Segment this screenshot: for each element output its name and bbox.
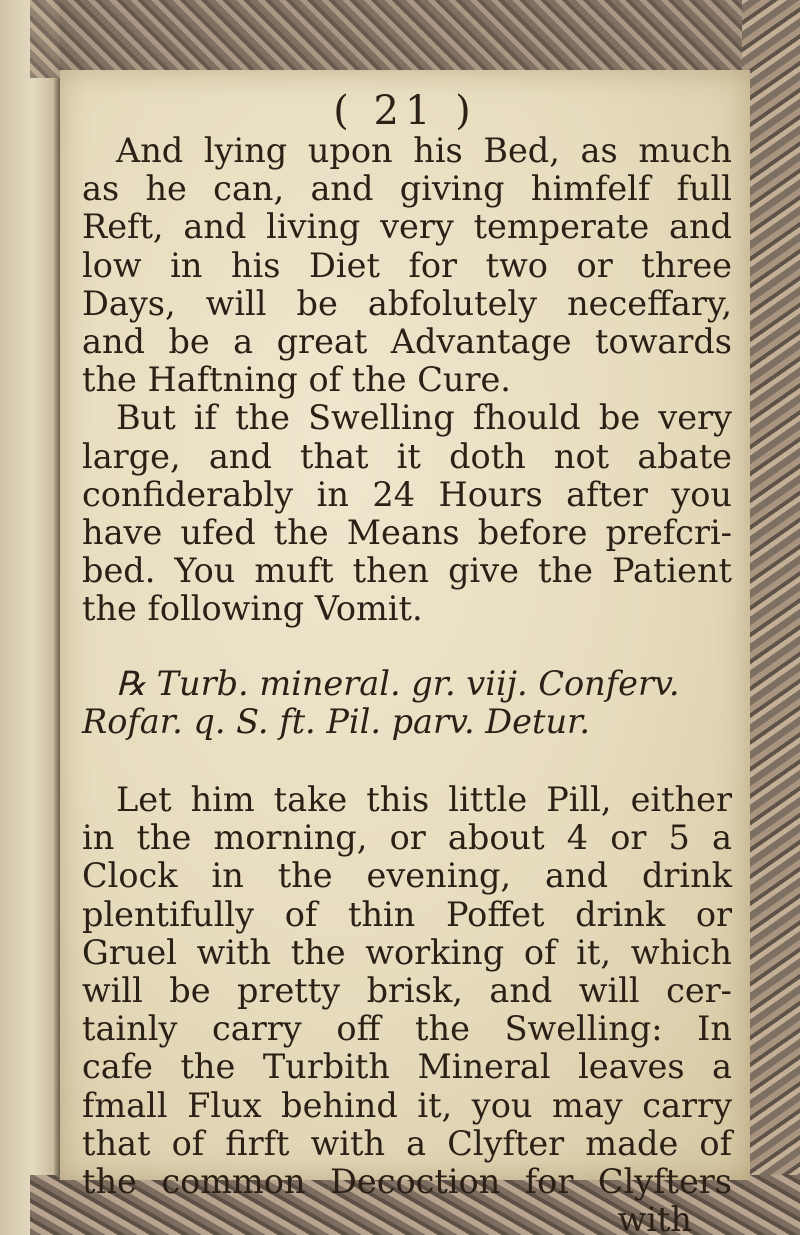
text-line: bed. You muft then give the Patient	[82, 551, 732, 591]
text-line: the Haftning of the Cure.	[82, 360, 511, 400]
text-line: the common Decoction for Clyfters	[82, 1162, 732, 1202]
page-text	[82, 132, 732, 1235]
right-border	[742, 0, 800, 1235]
prescription	[82, 665, 732, 741]
text-line: tainly carry off the Swelling: In	[82, 1009, 732, 1049]
text-line: Gruel with the working of it, which	[82, 932, 732, 972]
text-line: And lying upon his Bed, as much	[116, 131, 732, 170]
text-line: fmall Flux behind it, you may carry	[82, 1085, 732, 1125]
text-line: as he can, and giving himfelf full	[82, 169, 732, 209]
text-line: low in his Diet for two or three	[82, 245, 732, 285]
paragraph-1	[82, 132, 732, 399]
text-line: that of firft with a Clyfter made of	[82, 1123, 732, 1163]
text-line: ℞ Turb. mineral. gr. viij. Conferv.	[116, 663, 680, 703]
text-line: large, and that it doth not abate	[82, 436, 732, 476]
text-line: Days, will be abfolutely neceffary,	[82, 283, 732, 323]
text-line: Reft, and living very temperate and	[82, 207, 732, 247]
text-line: will be pretty brisk, and will cer-	[82, 971, 732, 1011]
text-line: have ufed the Means before prefcri-	[82, 513, 732, 553]
paragraph-2	[82, 399, 732, 628]
text-line: Clock in the evening, and drink	[82, 856, 732, 896]
previous-page-edge	[0, 0, 60, 1235]
top-border	[30, 0, 800, 78]
text-line: in the morning, or about 4 or 5 a	[82, 818, 732, 858]
text-line: plentifully of thin Poffet drink or	[82, 894, 732, 934]
text-line: Rofar. q. S. ft. Pil. parv. Detur.	[82, 701, 590, 741]
text-line: But if the Swelling fhould be very	[116, 398, 732, 438]
paragraph-3	[82, 781, 732, 1235]
text-line: confiderably in 24 Hours after you	[82, 474, 732, 514]
catchword: with	[617, 1200, 692, 1235]
text-line: the following Vomit.	[82, 589, 423, 629]
page-number: ( 21 )	[333, 88, 477, 134]
book-page	[60, 70, 750, 1235]
text-line: Let him take this little Pill, either	[116, 780, 732, 820]
text-line: cafe the Turbith Mineral leaves a	[82, 1047, 732, 1087]
text-line: and be a great Advantage towards	[82, 322, 732, 362]
